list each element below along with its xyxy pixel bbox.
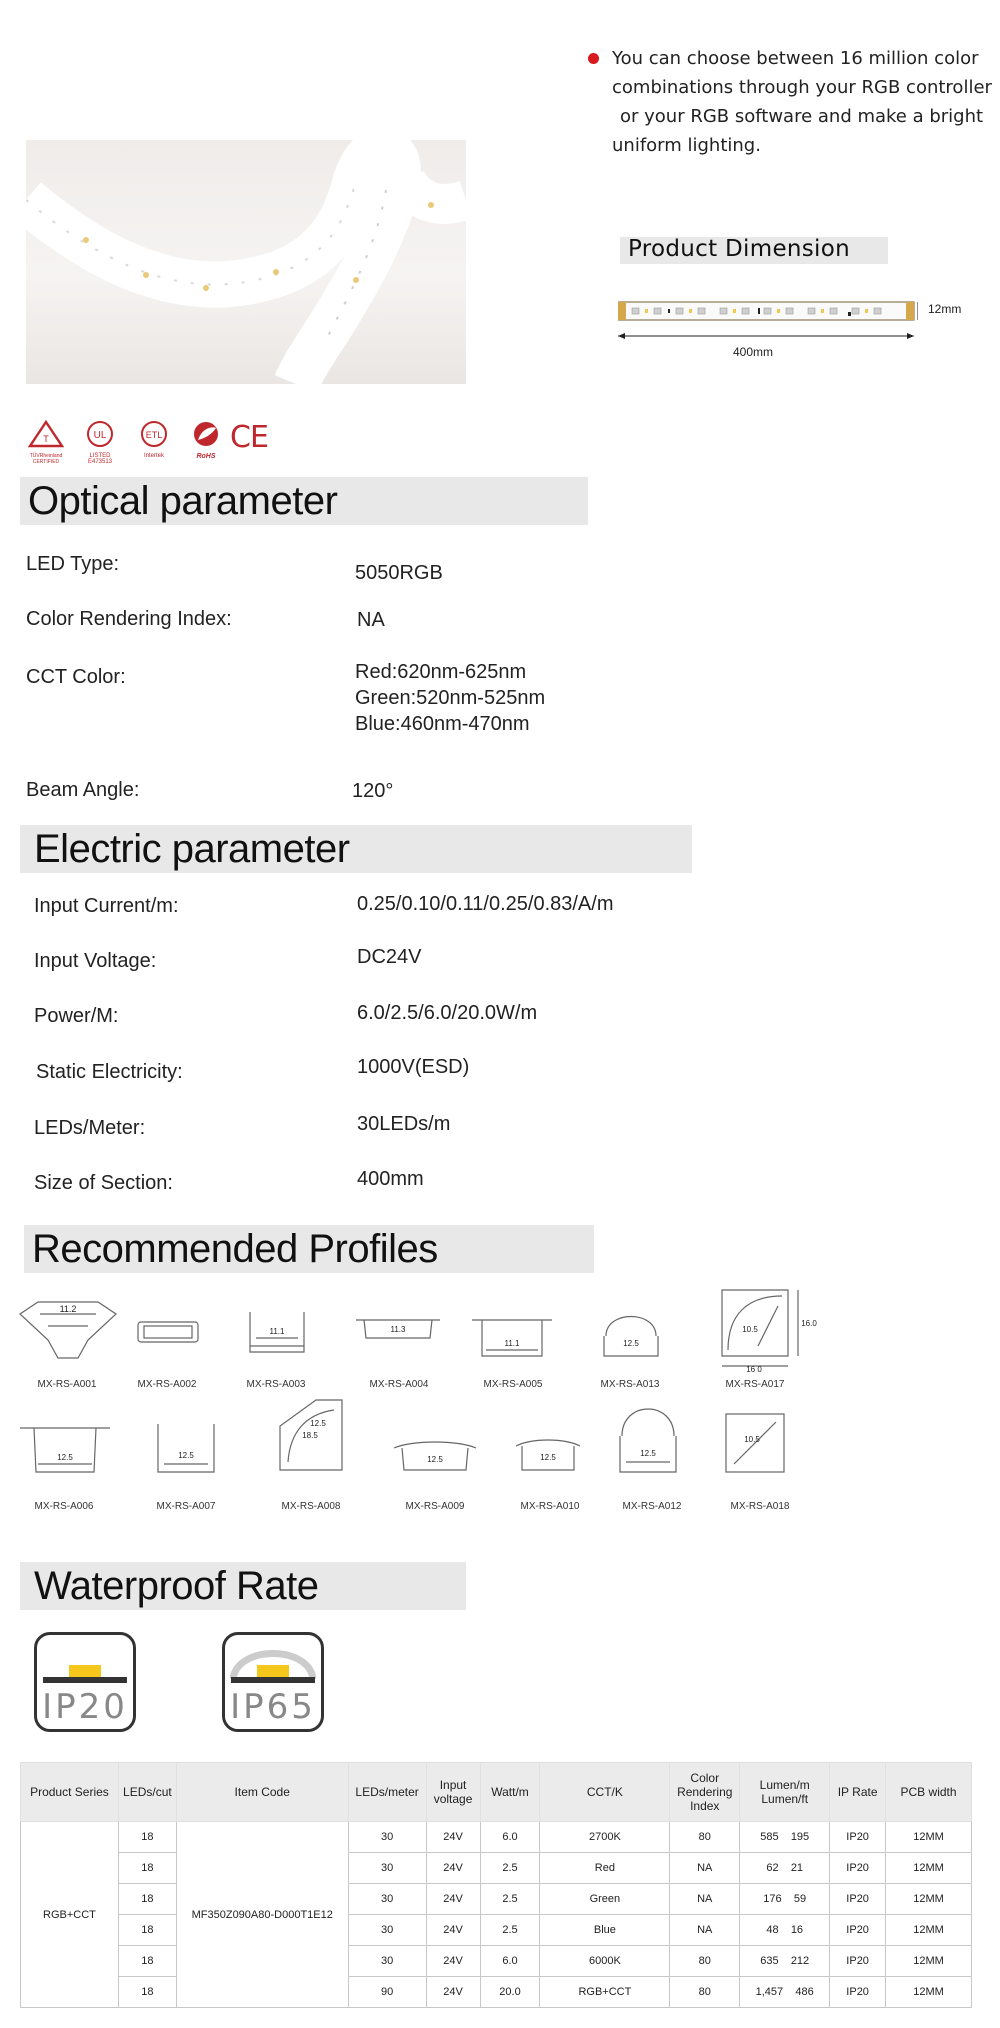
led-type-label: LED Type: (26, 553, 120, 575)
profile-a009-dim: 12.5 (427, 1455, 443, 1464)
table-row (21, 1946, 972, 1977)
profile-a013 (600, 1302, 662, 1360)
profile-a017-height: 16.0 (801, 1319, 817, 1328)
ip-cell: IP20 (830, 1915, 886, 1946)
profile-a003 (246, 1310, 308, 1356)
leds-meter-cell: 30 (348, 1822, 426, 1853)
led-type-value: 5050RGB (355, 562, 443, 584)
profile-a002 (136, 1318, 200, 1346)
etl-logo (134, 420, 174, 459)
pcb-cell: 12MM (886, 1946, 972, 1977)
profile-a012-dim: 12.5 (640, 1449, 656, 1458)
profile-a005 (472, 1316, 552, 1360)
etl-circle-icon (134, 420, 174, 448)
profile-a007-dim: 12.5 (178, 1451, 194, 1460)
tuv-triangle-icon (26, 420, 66, 448)
profile-a012 (616, 1396, 680, 1476)
profile-caption: MX-RS-A001 (37, 1379, 97, 1390)
optical-title: Optical parameter (28, 479, 338, 523)
dimension-width-label: 12mm (928, 302, 962, 316)
cri-value: NA (357, 609, 385, 631)
lumen-m: 48 (766, 1924, 779, 1936)
header-pcb-width: PCB width (886, 1763, 972, 1822)
ip-cell: IP20 (830, 1853, 886, 1884)
table-row (21, 1884, 972, 1915)
lumen-cell (740, 1915, 830, 1946)
watt-cell: 6.0 (480, 1822, 540, 1853)
section-size-label: Size of Section: (34, 1172, 173, 1194)
profile-a008-dim: 12.5 (310, 1419, 326, 1428)
ip-cell: IP20 (830, 1946, 886, 1977)
cct-values (355, 659, 545, 737)
input-voltage-value: DC24V (357, 946, 422, 968)
profiles-title: Recommended Profiles (32, 1227, 438, 1271)
watt-cell: 2.5 (480, 1915, 540, 1946)
profile-a018 (724, 1412, 786, 1474)
lumen-cell (740, 1884, 830, 1915)
cct-green: Green:520nm-525nm (355, 687, 546, 709)
cri-cell: 80 (670, 1822, 740, 1853)
profile-caption: MX-RS-A018 (730, 1501, 790, 1512)
profile-a007-drawing (154, 1420, 218, 1476)
table-row (21, 1977, 972, 2008)
leds-cut-cell: 18 (118, 1977, 176, 2008)
leds-cut-cell: 18 (118, 1915, 176, 1946)
leds-cut-cell: 18 (118, 1884, 176, 1915)
profile-a003-drawing (246, 1310, 308, 1356)
cri-cell: NA (670, 1915, 740, 1946)
ip-cell: IP20 (830, 1822, 886, 1853)
profile-a013-drawing (600, 1302, 662, 1360)
profile-a008 (276, 1396, 346, 1474)
leds-meter-label: LEDs/Meter: (34, 1117, 146, 1139)
profile-a010-drawing (514, 1436, 582, 1474)
leds-meter-cell: 30 (348, 1853, 426, 1884)
cri-cell: 80 (670, 1977, 740, 2008)
svg-text:UL: UL (93, 430, 107, 441)
intro-line: or your RGB software and make a bright (620, 106, 984, 127)
rohs-leaf-icon (186, 420, 226, 448)
profile-a006-drawing (20, 1424, 110, 1476)
profile-caption: MX-RS-A017 (725, 1379, 785, 1390)
section-size-value: 400mm (357, 1168, 424, 1190)
leds-meter-cell: 90 (348, 1977, 426, 2008)
profile-caption: MX-RS-A012 (622, 1501, 682, 1512)
cri-cell: NA (670, 1884, 740, 1915)
profile-a008-second-dim: 18.5 (302, 1431, 318, 1440)
certification-logos (26, 420, 286, 465)
profile-a007 (154, 1420, 218, 1476)
etl-text: Intertek (143, 453, 164, 459)
profile-a006-dim: 12.5 (57, 1453, 73, 1462)
ip20-badge (34, 1632, 136, 1732)
profile-a003-dim: 11.1 (269, 1327, 285, 1336)
watt-cell: 20.0 (480, 1977, 540, 2008)
ul-text: LISTED E473513 (87, 453, 113, 465)
lumen-ft: 21 (790, 1862, 804, 1874)
profile-a002-drawing (136, 1318, 200, 1346)
profile-a013-dim: 12.5 (623, 1339, 639, 1348)
header-item-code: Item Code (176, 1763, 348, 1822)
ul-logo (80, 420, 120, 465)
cri-cell: NA (670, 1853, 740, 1884)
intro-line: uniform lighting. (612, 135, 761, 156)
profile-caption: MX-RS-A013 (600, 1379, 660, 1390)
lumen-cell (740, 1822, 830, 1853)
beam-angle-value: 120° (352, 780, 394, 802)
waterproof-title: Waterproof Rate (34, 1564, 319, 1608)
header-product-series: Product Series (21, 1763, 119, 1822)
led-strip-illustration (26, 140, 466, 384)
profile-caption: MX-RS-A008 (281, 1501, 341, 1512)
lumen-m: 176 (763, 1893, 782, 1905)
profile-a018-dim: 10.5 (744, 1435, 760, 1444)
profile-a017 (718, 1286, 818, 1372)
cri-label: Color Rendering Index: (26, 608, 232, 630)
table-row (21, 1853, 972, 1884)
ul-circle-icon (80, 420, 120, 448)
lumen-ft: 59 (793, 1893, 807, 1905)
lumen-ft: 195 (790, 1831, 810, 1843)
lumen-m: 585 (760, 1831, 779, 1843)
header-cct: CCT/K (540, 1763, 670, 1822)
voltage-cell: 24V (426, 1977, 480, 2008)
profile-caption: MX-RS-A003 (246, 1379, 306, 1390)
voltage-cell: 24V (426, 1822, 480, 1853)
profile-a005-dim: 11.1 (504, 1339, 520, 1348)
ip-cell: IP20 (830, 1977, 886, 2008)
profile-a012-drawing (616, 1396, 680, 1476)
electric-title: Electric parameter (34, 827, 350, 871)
intro-text (612, 44, 992, 160)
beam-angle-label: Beam Angle: (26, 779, 140, 801)
cct-cell: Green (540, 1884, 670, 1915)
cct-cell: Red (540, 1853, 670, 1884)
header-leds-cut: LEDs/cut (118, 1763, 176, 1822)
table-row (21, 1822, 972, 1853)
pcb-cell: 12MM (886, 1915, 972, 1946)
power-label: Power/M: (34, 1005, 119, 1027)
lumen-ft: 16 (790, 1924, 804, 1936)
lumen-m: 1,457 (755, 1986, 784, 1998)
svg-text:ETL: ETL (145, 430, 163, 440)
dimension-length-label: 400mm (733, 345, 774, 359)
leds-cut-cell: 18 (118, 1822, 176, 1853)
cct-cell: RGB+CCT (540, 1977, 670, 2008)
profile-a009 (392, 1438, 478, 1474)
voltage-cell: 24V (426, 1853, 480, 1884)
lumen-cell (740, 1853, 830, 1884)
lumen-cell (740, 1946, 830, 1977)
table-row (21, 1915, 972, 1946)
profile-a004-dim: 11.3 (390, 1325, 406, 1334)
profile-a008-drawing (276, 1396, 346, 1474)
leds-meter-value: 30LEDs/m (357, 1113, 451, 1135)
profile-caption: MX-RS-A007 (156, 1501, 216, 1512)
ip-cell: IP20 (830, 1884, 886, 1915)
input-current-value: 0.25/0.10/0.11/0.25/0.83/A/m (357, 893, 614, 915)
profile-a017-drawing (718, 1286, 818, 1372)
profile-a001-drawing (18, 1300, 118, 1366)
pcb-cell: 12MM (886, 1977, 972, 2008)
profile-a018-drawing (724, 1412, 786, 1474)
profile-caption: MX-RS-A006 (34, 1501, 94, 1512)
svg-text:T: T (43, 434, 49, 444)
cct-cell: 2700K (540, 1822, 670, 1853)
watt-cell: 2.5 (480, 1884, 540, 1915)
input-voltage-label: Input Voltage: (34, 950, 157, 972)
leds-cut-cell: 18 (118, 1946, 176, 1977)
cct-label: CCT Color: (26, 666, 126, 688)
profile-a009-drawing (392, 1438, 478, 1474)
bullet-dot (588, 53, 599, 64)
dimension-title: Product Dimension (628, 236, 850, 262)
leds-meter-cell: 30 (348, 1884, 426, 1915)
spec-table (20, 1762, 972, 2008)
profile-caption: MX-RS-A004 (369, 1379, 429, 1390)
profile-caption: MX-RS-A010 (520, 1501, 580, 1512)
cct-blue: Blue:460nm-470nm (355, 713, 530, 735)
voltage-cell: 24V (426, 1946, 480, 1977)
lumen-ft: 212 (790, 1955, 810, 1967)
item-code-cell: MF350Z090A80-D000T1E12 (176, 1822, 348, 2008)
spec-table-header (21, 1763, 972, 1822)
header-watt: Watt/m (480, 1763, 540, 1822)
lumen-cell (740, 1977, 830, 2008)
profile-a017-width: 16 0 (746, 1365, 762, 1372)
series-cell: RGB+CCT (21, 1822, 119, 2008)
header-lumen: Lumen/m Lumen/ft (740, 1763, 830, 1822)
watt-cell: 2.5 (480, 1853, 540, 1884)
cct-cell: Blue (540, 1915, 670, 1946)
watt-cell: 6.0 (480, 1946, 540, 1977)
ip20-label: IP20 (42, 1687, 128, 1727)
profile-a006 (20, 1424, 110, 1476)
profile-caption: MX-RS-A005 (483, 1379, 543, 1390)
lumen-m: 635 (760, 1955, 779, 1967)
leds-meter-cell: 30 (348, 1946, 426, 1977)
leds-cut-cell: 18 (118, 1853, 176, 1884)
profile-caption: MX-RS-A002 (137, 1379, 197, 1390)
profile-caption: MX-RS-A009 (405, 1501, 465, 1512)
pcb-cell: 12MM (886, 1822, 972, 1853)
profile-a004-drawing (356, 1316, 440, 1344)
cri-cell: 80 (670, 1946, 740, 1977)
tuv-text: TÜVRheinland CERTIFIED (29, 453, 63, 465)
header-cri: Color Rendering Index (670, 1763, 740, 1822)
intro-line: You can choose between 16 million color (612, 48, 979, 69)
profile-a004 (356, 1316, 440, 1344)
profile-a017-dim: 10.5 (742, 1325, 758, 1334)
ce-logo: CE (230, 420, 268, 455)
lumen-ft: 486 (795, 1986, 814, 1998)
ip65-badge (222, 1632, 324, 1732)
ip65-label: IP65 (230, 1687, 316, 1727)
cct-cell: 6000K (540, 1946, 670, 1977)
leds-meter-cell: 30 (348, 1915, 426, 1946)
lumen-m: 62 (766, 1862, 779, 1874)
header-input-voltage: Input voltage (426, 1763, 480, 1822)
static-electricity-label: Static Electricity: (36, 1061, 183, 1083)
profile-a001 (18, 1300, 118, 1366)
header-ip-rate: IP Rate (830, 1763, 886, 1822)
cct-red: Red:620nm-625nm (355, 661, 527, 683)
static-electricity-value: 1000V(ESD) (357, 1056, 470, 1078)
power-value: 6.0/2.5/6.0/20.0W/m (357, 1002, 538, 1024)
voltage-cell: 24V (426, 1915, 480, 1946)
pcb-cell: 12MM (886, 1884, 972, 1915)
rohs-logo (186, 420, 226, 460)
intro-line: combinations through your RGB controller (612, 77, 992, 98)
profile-a010 (514, 1436, 582, 1474)
profile-a001-dim: 11.2 (59, 1304, 77, 1314)
product-photo (26, 140, 466, 384)
pcb-cell: 12MM (886, 1853, 972, 1884)
input-current-label: Input Current/m: (34, 895, 179, 917)
header-leds-meter: LEDs/meter (348, 1763, 426, 1822)
voltage-cell: 24V (426, 1884, 480, 1915)
tuv-logo (26, 420, 66, 465)
profile-a010-dim: 12.5 (540, 1453, 556, 1462)
rohs-text: RoHS (196, 453, 216, 460)
profile-a005-drawing (472, 1316, 552, 1360)
